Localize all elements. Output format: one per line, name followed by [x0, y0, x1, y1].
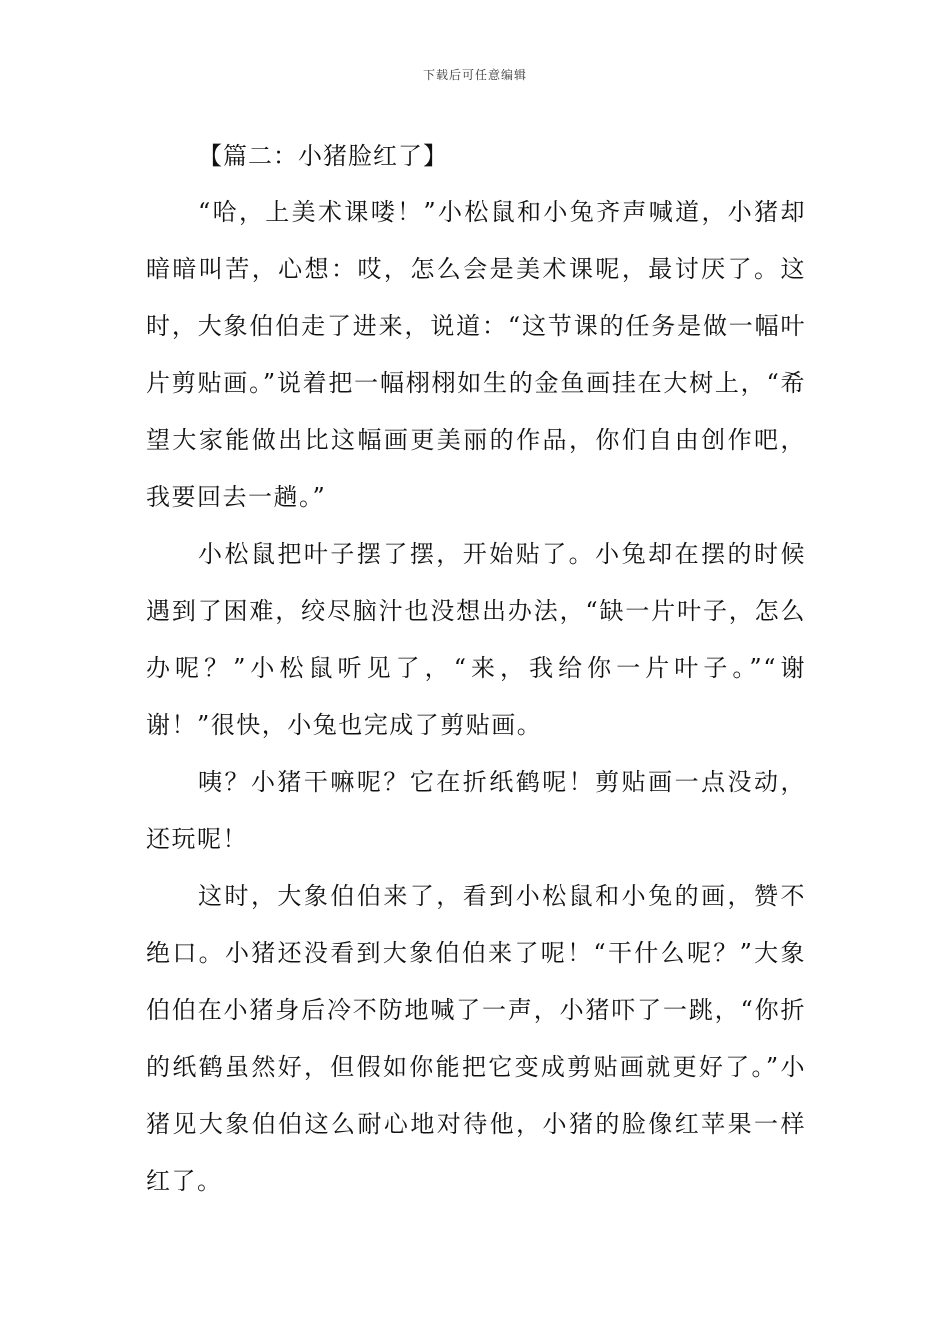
- paragraph-3: 咦？小猪干嘛呢？它在折纸鹤呢！剪贴画一点没动，还玩呢！: [146, 768, 806, 853]
- section-title: 【篇二：小猪脸红了】: [198, 142, 448, 170]
- document-body: [146, 128, 806, 1210]
- page-header: 下载后可任意编辑: [422, 68, 527, 82]
- paragraph-1: “哈，上美术课喽！”小松鼠和小兔齐声喊道，小猪却暗暗叫苦，心想：哎，怎么会是美术课呢，最讨厌了。这时，大象伯伯走了进来，说道：“这节课的任务是做一幅叶片剪贴画。”说着把一幅栩栩如生的金鱼画挂在大树上，“希望大家能做出比这幅画更美丽的作品，你们自由创作吧，我要回去一趟。”: [146, 198, 806, 511]
- paragraph-4: 这时，大象伯伯来了，看到小松鼠和小兔的画，赞不绝口。小猪还没看到大象伯伯来了呢！“干什么呢？”大象伯伯在小猪身后冷不防地喊了一声，小猪吓了一跳，“你折的纸鹤虽然好，但假如你能把它变成剪贴画就更好了。”小猪见大象伯伯这么耐心地对待他，小猪的脸像红苹果一样红了。: [146, 882, 806, 1195]
- paragraph-2: 小松鼠把叶子摆了摆，开始贴了。小兔却在摆的时候遇到了困难，绞尽脑汁也没想出办法，“缺一片叶子，怎么办呢？”小松鼠听见了，“来，我给你一片叶子。”“谢谢！”很快，小兔也完成了剪贴画。: [146, 540, 806, 739]
